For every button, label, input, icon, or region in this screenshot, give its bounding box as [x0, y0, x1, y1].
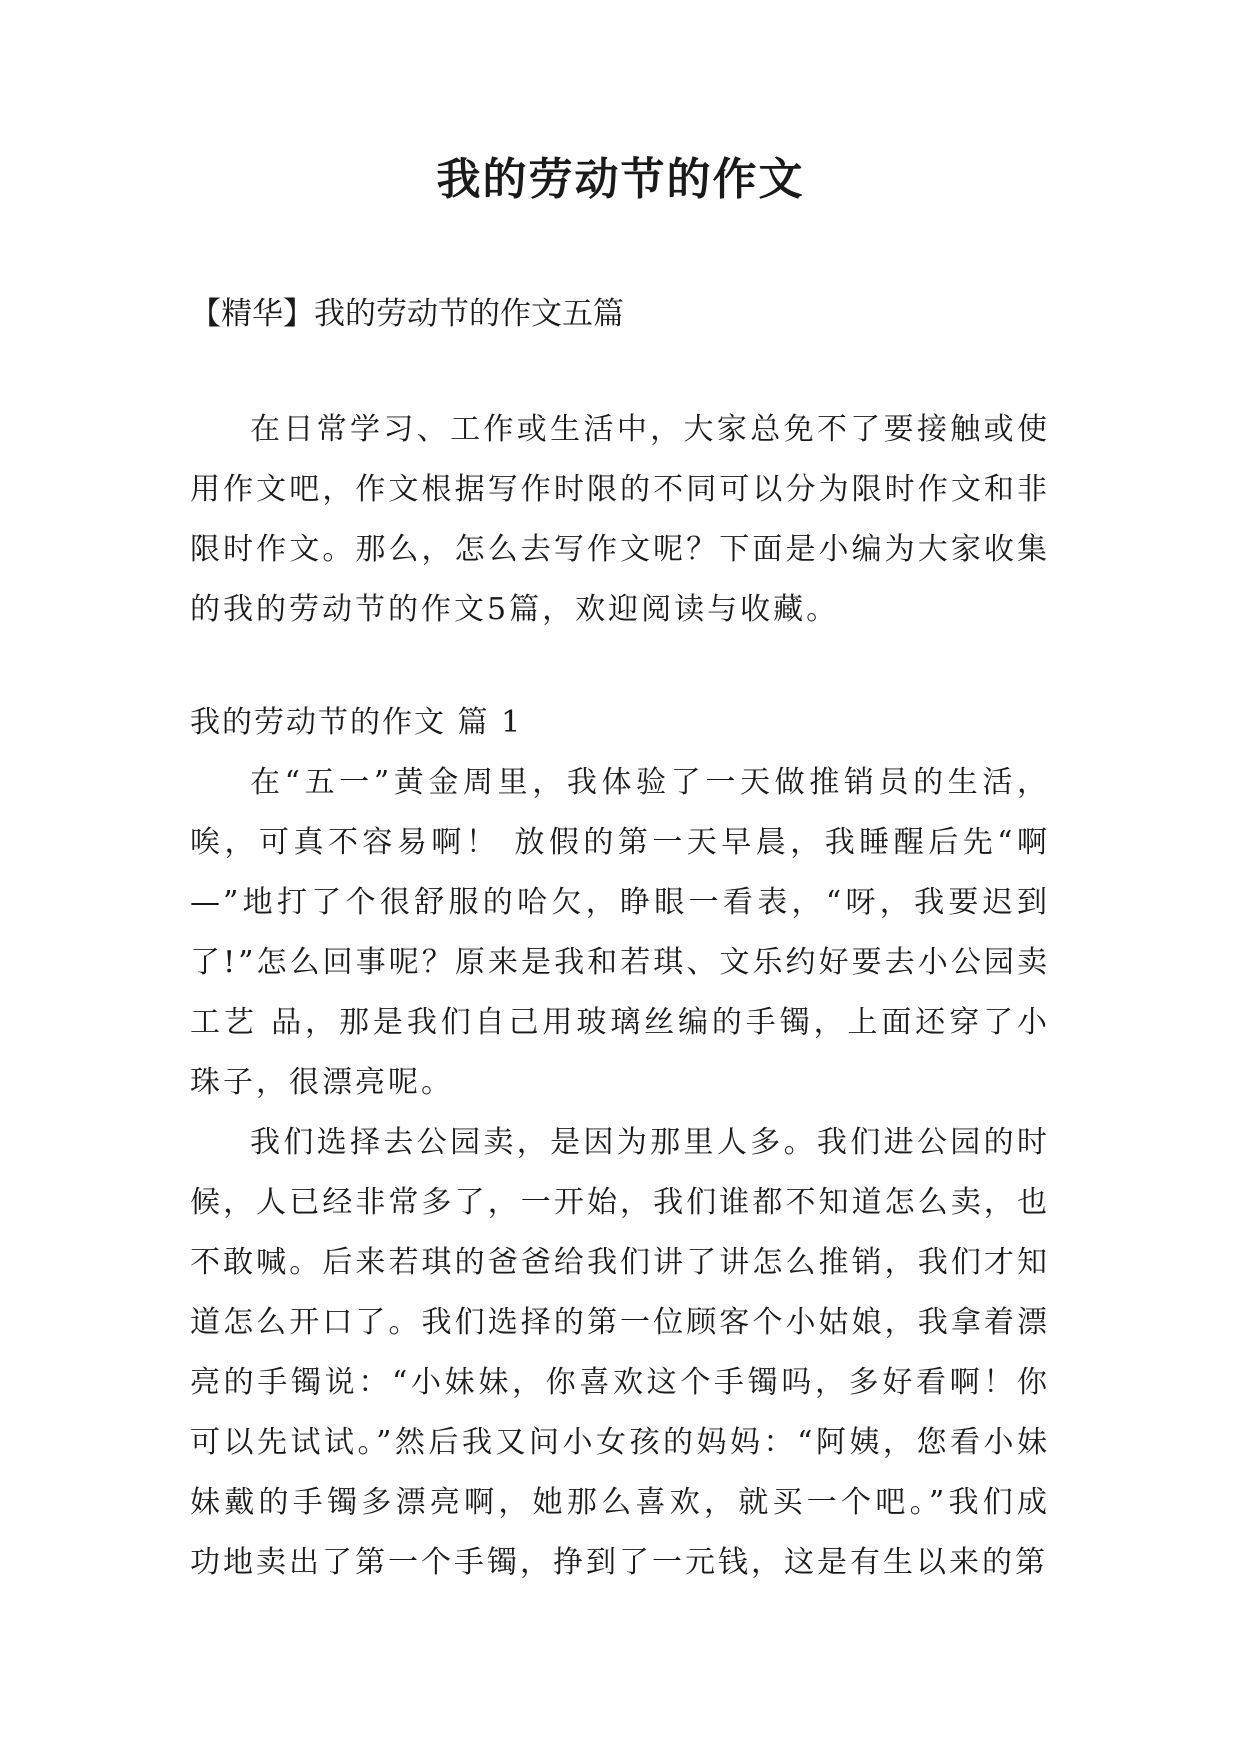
section-heading: 我的劳动节的作文 篇 1	[190, 705, 523, 740]
intro-paragraph: 在日常学习、工作或生活中，大家总免不了要接触或使用作文吧，作文根据写作时限的不同可以分为限时作文和非限时作文。那么，怎么去写作文呢？下面是小编为大家收集的我的劳动节的作文5篇，欢迎阅读与收藏。	[190, 412, 1050, 627]
essay-paragraph: 在“五一”黄金周里，我体验了一天做推销员的生活，唉，可真不容易啊！ 放假的第一天早晨，我睡醒后先“啊—”地打了个很舒服的哈欠，睁眼一看表，“呀，我要迟到了!”怎么回事呢？原来是我和若琪、文乐约好要去小公园卖工艺 品，那是我们自己用玻璃丝编的手镯，上面还穿了小珠子，很漂亮呢。	[190, 765, 1050, 1100]
document-title: 我的劳动节的作文	[436, 154, 805, 205]
document-subtitle: 【精华】我的劳动节的作文五篇	[190, 296, 624, 332]
essay-section	[190, 753, 1050, 1593]
essay-paragraph: 我们选择去公园卖，是因为那里人多。我们进公园的时候，人已经非常多了，一开始，我们谁都不知道怎么卖，也不敢喊。后来若琪的爸爸给我们讲了讲怎么推销，我们才知道怎么开口了。我们选择的第一位顾客个小姑娘，我拿着漂亮的手镯说：“小妹妹，你喜欢这个手镯吗，多好看啊！你可以先试试。”然后我又问小女孩的妈妈：“阿姨，您看小妹妹戴的手镯多漂亮啊，她那么喜欢，就买一个吧。”我们成功地卖出了第一个手镯，挣到了一元钱，这是有生以来的第	[190, 1125, 1050, 1580]
